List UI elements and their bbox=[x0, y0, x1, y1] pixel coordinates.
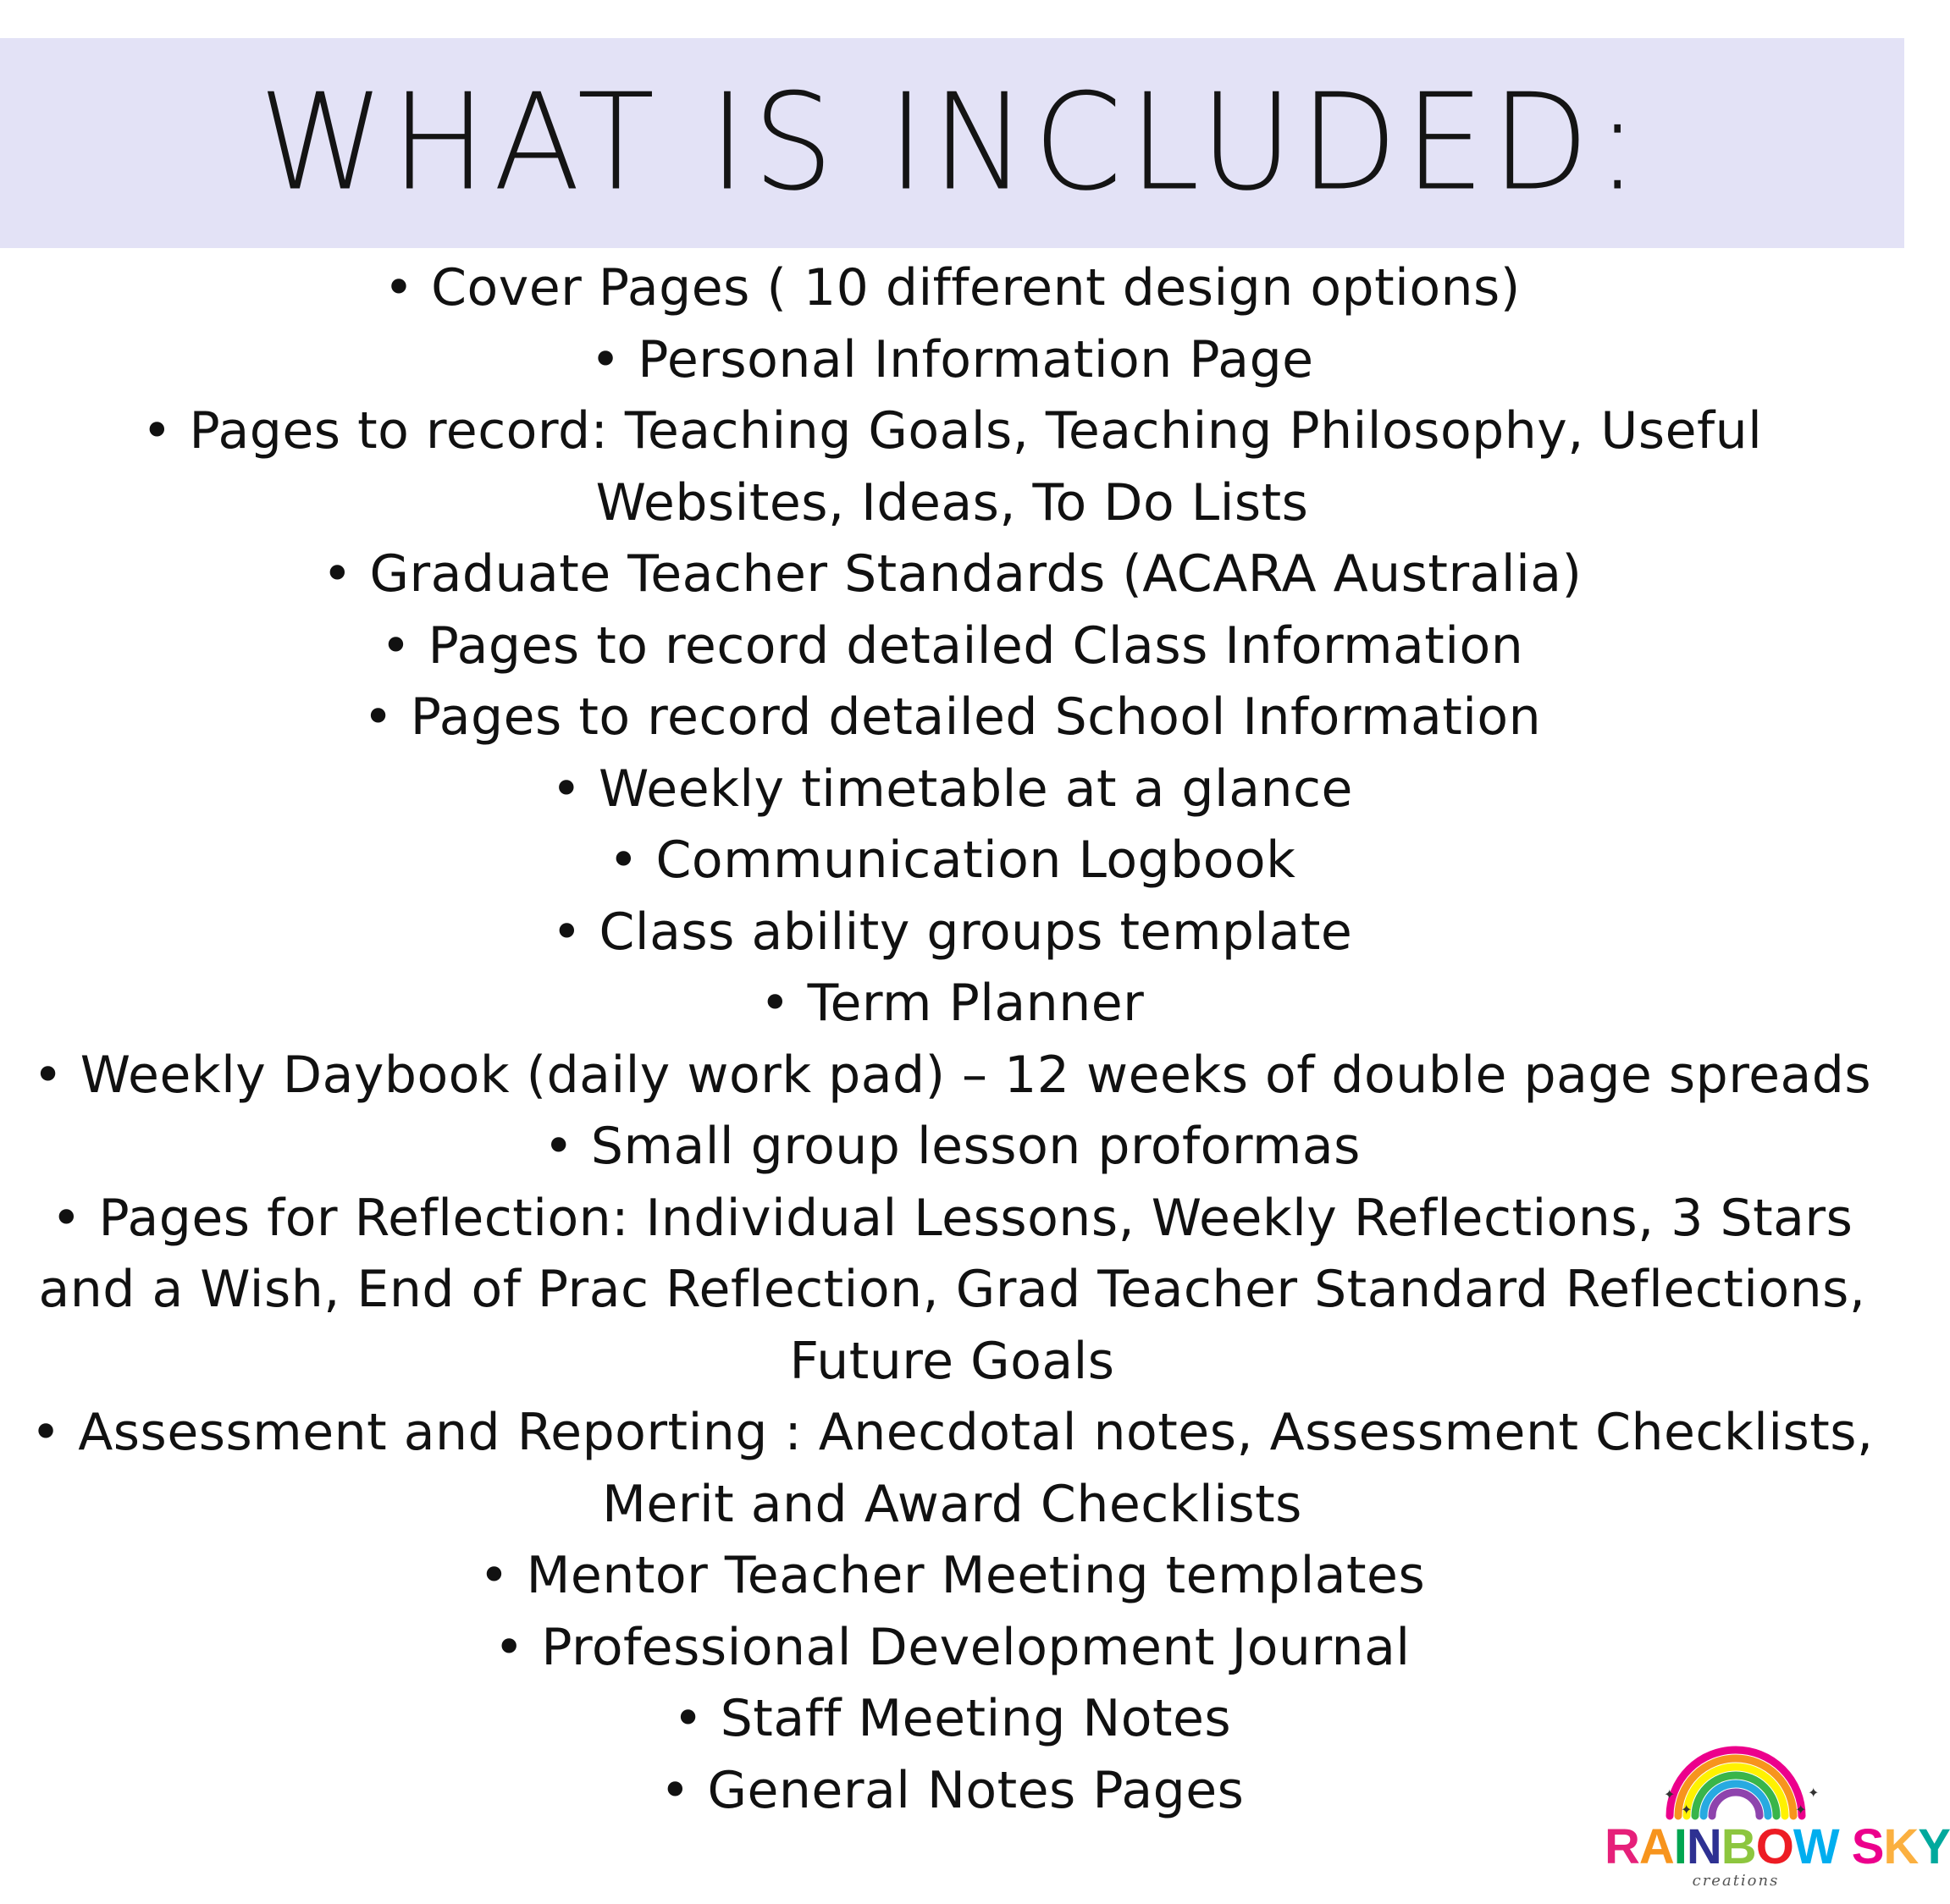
bullet-icon: • bbox=[672, 1689, 704, 1748]
bullet-icon: • bbox=[384, 258, 415, 317]
bullet-icon: • bbox=[760, 974, 791, 1033]
list-item-text: Cover Pages ( 10 different design options) bbox=[431, 258, 1521, 317]
bullet-icon: • bbox=[322, 544, 353, 604]
bullet-icon: • bbox=[494, 1617, 525, 1677]
list-item-text: Assessment and Reporting : Anecdotal notes, Assessment Checklists, Merit and Award Checklists bbox=[78, 1403, 1874, 1534]
list-item bbox=[0, 1612, 1904, 1684]
list-item bbox=[0, 753, 1904, 825]
bullet-icon: • bbox=[660, 1760, 691, 1820]
list-item bbox=[0, 897, 1904, 969]
rainbow-icon bbox=[1605, 1697, 1867, 1824]
list-item bbox=[0, 395, 1904, 538]
list-item bbox=[0, 610, 1904, 682]
title-banner bbox=[0, 38, 1904, 248]
list-item-text: Pages to record detailed School Information bbox=[410, 687, 1542, 747]
list-item-text: Weekly timetable at a glance bbox=[599, 759, 1353, 819]
logo-wordmark: RAINBOW SKY bbox=[1605, 1819, 1950, 1874]
list-item-text: Graduate Teacher Standards (ACARA Australia) bbox=[369, 544, 1583, 604]
bullet-icon: • bbox=[544, 1117, 574, 1176]
bullet-icon: • bbox=[141, 401, 173, 461]
bullet-icon: • bbox=[362, 687, 394, 747]
list-item bbox=[0, 825, 1904, 897]
list-item-text: Pages for Reflection: Individual Lessons, Weekly Reflections, 3 Stars and a Wish, End of Prac Reflection, Grad Teacher Standard Reflections, Future Goals bbox=[38, 1188, 1866, 1391]
list-item-text: Pages to record detailed Class Information bbox=[428, 615, 1524, 676]
list-item-text: Pages to record: Teaching Goals, Teaching Philosophy, Useful Websites, Ideas, To Do Lists bbox=[189, 401, 1763, 533]
bullet-icon: • bbox=[32, 1045, 64, 1105]
bullet-icon: • bbox=[551, 902, 583, 962]
list-item bbox=[0, 252, 1904, 324]
bullet-icon: • bbox=[478, 1546, 510, 1605]
star-icon: ✦ bbox=[1808, 1785, 1820, 1801]
list-item bbox=[0, 682, 1904, 753]
bullet-icon: • bbox=[380, 615, 412, 676]
rainbow-arc bbox=[1712, 1792, 1759, 1816]
list-item bbox=[0, 1540, 1904, 1612]
bullet-icon: • bbox=[608, 831, 639, 890]
list-item-text: Professional Development Journal bbox=[541, 1617, 1411, 1677]
star-icon: ✦ bbox=[1681, 1802, 1693, 1818]
list-item-text: Class ability groups template bbox=[599, 902, 1353, 962]
page-title: WHAT IS INCLUDED: bbox=[258, 65, 1646, 221]
logo-subtitle: creations bbox=[1692, 1872, 1780, 1890]
bullet-icon: • bbox=[551, 759, 582, 819]
list-item-text: Personal Information Page bbox=[638, 329, 1314, 389]
list-item bbox=[0, 1397, 1904, 1540]
included-items-list bbox=[0, 252, 1904, 1826]
rainbow-sky-logo bbox=[1605, 1697, 1950, 1892]
star-icon: ✦ bbox=[1795, 1802, 1807, 1818]
list-item-text: Staff Meeting Notes bbox=[720, 1689, 1232, 1748]
list-item bbox=[0, 324, 1904, 396]
star-icon: ✦ bbox=[1664, 1786, 1676, 1802]
list-item bbox=[0, 968, 1904, 1040]
list-item-text: General Notes Pages bbox=[707, 1760, 1245, 1820]
list-item-text: Small group lesson proformas bbox=[590, 1117, 1361, 1176]
list-item bbox=[0, 538, 1904, 610]
list-item bbox=[0, 1040, 1904, 1112]
list-item-text: Mentor Teacher Meeting templates bbox=[526, 1546, 1426, 1605]
bullet-icon: • bbox=[30, 1403, 62, 1462]
bullet-icon: • bbox=[590, 329, 621, 389]
bullet-icon: • bbox=[51, 1188, 82, 1248]
list-item bbox=[0, 1183, 1904, 1398]
list-item-text: Term Planner bbox=[807, 974, 1145, 1033]
list-item bbox=[0, 1111, 1904, 1183]
list-item-text: Weekly Daybook (daily work pad) – 12 weeks of double page spreads bbox=[80, 1045, 1872, 1105]
list-item-text: Communication Logbook bbox=[655, 831, 1296, 890]
